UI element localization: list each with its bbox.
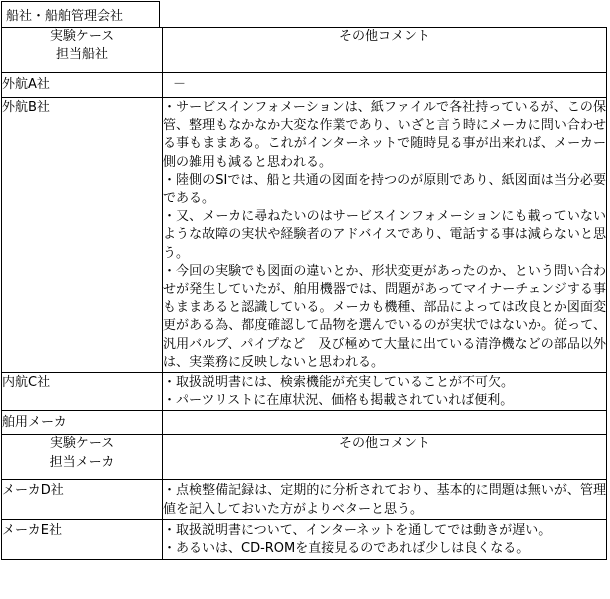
company-name: 外航B社 (2, 98, 163, 373)
header-case-label (2, 435, 163, 480)
table-row (2, 480, 607, 519)
comment-cell (163, 98, 607, 373)
table-row (2, 519, 607, 559)
comments-table (1, 27, 607, 560)
section1-header-row (2, 28, 607, 73)
header-case-line2: 担当メーカ (49, 454, 115, 470)
comment-cell (163, 73, 607, 98)
section2-title: 舶用メーカ (2, 411, 163, 435)
company-name: メーカE社 (2, 519, 163, 559)
comment-text: ・取扱説明書について、インターネットを通してでは動きが遅い。 (163, 522, 552, 538)
comment-text: ・取扱説明書には、検索機能が充実していることが不可欠。 (163, 375, 515, 391)
header-case-line1: 実験ケース (49, 29, 115, 44)
header-case-line2: 担当船社 (55, 47, 108, 63)
company-name: 外航A社 (2, 73, 163, 98)
header-comments-label: その他コメント (163, 435, 607, 480)
comment-text: ・今回の実験でも図面の違いとか、形状変更があったのか、という問い合わせが発生していたが、舶用機器では、問題があってマイナーチェンジする事もままあると認識している。メーカも機種、部品によっては改良とか図面変更がある為、都度確認して品物を選んでいるのが実状ではないか。従って、汎用バルブ、パイプなど 及び極めて大量に出ている清浄機などの部品以外は、実業務に反映しないと思われる。 (163, 263, 606, 370)
comment-text: － (173, 77, 187, 92)
comment-text: ・あるいは、CD-ROMを直接見るのであれば少しは良くなる。 (163, 541, 530, 557)
table-row (2, 73, 607, 98)
comment-cell (163, 519, 607, 559)
comment-text: ・点検整備記録は、定期的に分析されており、基本的に問題は無いが、管理値を記入しておいた方がよりベターと思う。 (163, 483, 606, 517)
section1-title: 船社・船舶管理会社 (1, 1, 160, 28)
comment-text: ・陸側のSIでは、船と共通の図面を持つのが原則であり、紙図面は当分必要である。 (163, 172, 606, 207)
section2-header-row (2, 435, 607, 480)
header-case-label (2, 28, 163, 73)
header-case-line1: 実験ケース (49, 436, 115, 452)
company-name: 内航C社 (2, 373, 163, 411)
table-row (2, 373, 607, 411)
comment-text: ・サービスインフォメーションは、紙ファイルで各社持っているが、この保管、整理もなかなか大変な作業であり、いざと言う時にメーカに問い合わせる事もままある。これがインターネットで随時見る事が出来れば、メーカー側の雑用も減ると思われる。 (163, 100, 606, 170)
company-name: メーカD社 (2, 480, 163, 519)
section2-title-blank (163, 411, 607, 435)
table-row (2, 98, 607, 373)
comment-cell (163, 480, 607, 519)
comment-cell (163, 373, 607, 411)
comment-text: ・パーツリストに在庫状況、価格も掲載されていれば便利。 (163, 393, 514, 409)
header-comments-label: その他コメント (163, 28, 607, 73)
comment-text: ・又、メーカに尋ねたいのはサービスインフォメーションにも載っていないような故障の実状や経験者のアドバイスであり、電話する事は減らないと思う。 (163, 209, 606, 261)
section2-title-row (2, 411, 607, 435)
